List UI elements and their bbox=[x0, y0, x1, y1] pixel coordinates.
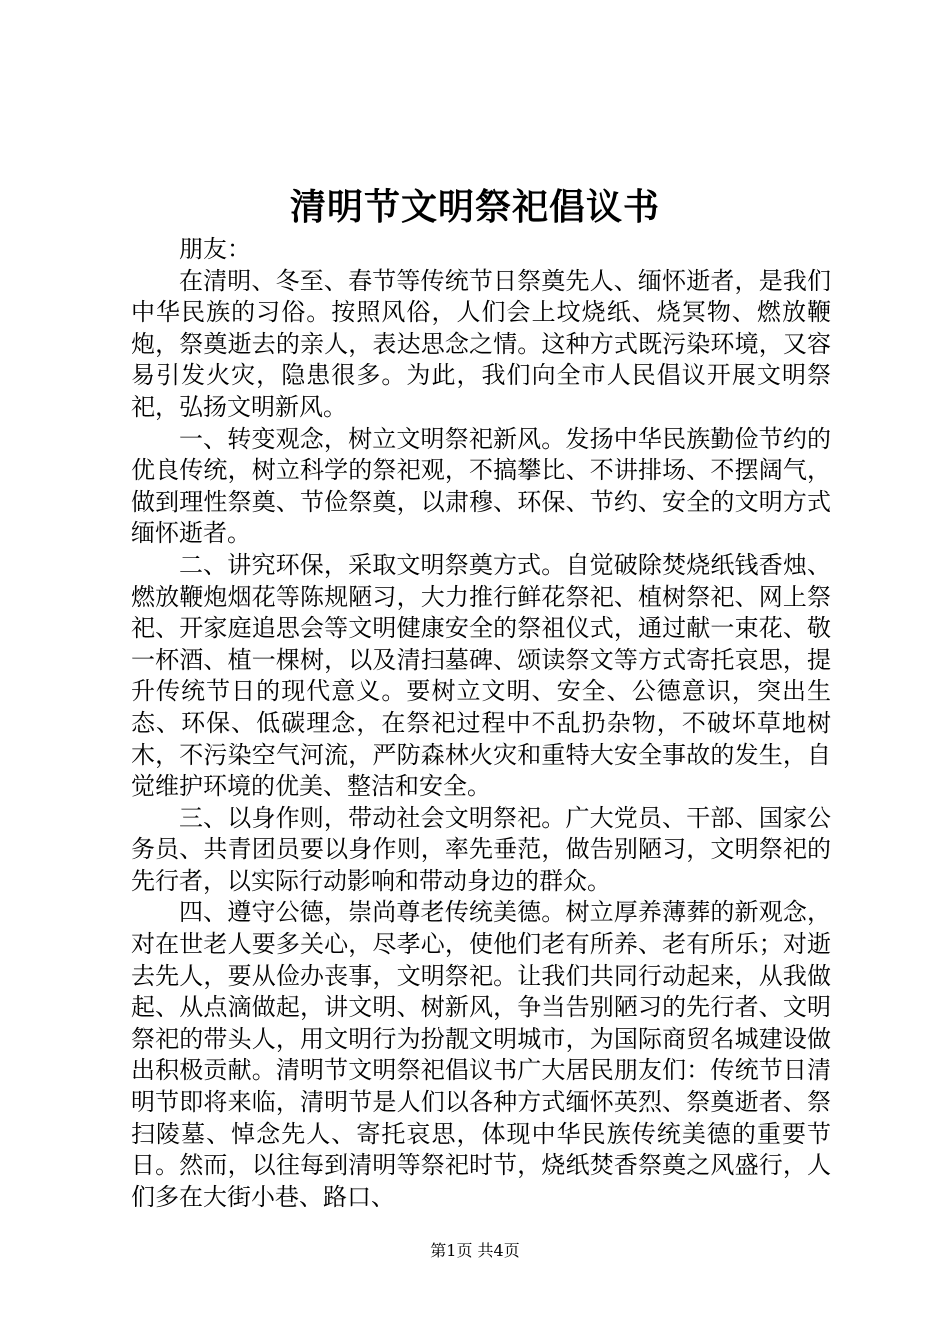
paragraph-point-1: 一、转变观念，树立文明祭祀新风。发扬中华民族勤俭节约的优良传统，树立科学的祭祀观，不搞攀比、不讲排场、不摆阔气，做到理性祭奠、节俭祭奠，以肃穆、环保、节约、安全的文明方式缅怀逝者。 bbox=[131, 424, 831, 548]
paragraph-point-2: 二、讲究环保，采取文明祭奠方式。自觉破除焚烧纸钱香烛、燃放鞭炮烟花等陈规陋习，大力推行鲜花祭祀、植树祭祀、网上祭祀、开家庭追思会等文明健康安全的祭祖仪式，通过献一束花、敬一杯酒、植一棵树，以及清扫墓碑、颂读祭文等方式寄托哀思，提升传统节日的现代意义。要树立文明、安全、公德意识，突出生态、环保、低碳理念，在祭祀过程中不乱扔杂物，不破坏草地树木，不污染空气河流，严防森林火灾和重特大安全事故的发生，自觉维护环境的优美、整洁和安全。 bbox=[131, 550, 831, 801]
salutation: 朋友： bbox=[179, 235, 251, 263]
paragraph-point-3: 三、以身作则，带动社会文明祭祀。广大党员、干部、国家公务员、共青团员要以身作则，率先垂范，做告别陋习，文明祭祀的先行者，以实际行动影响和带动身边的群众。 bbox=[131, 803, 831, 895]
paragraph-intro: 在清明、冬至、春节等传统节日祭奠先人、缅怀逝者，是我们中华民族的习俗。按照风俗，人们会上坟烧纸、烧冥物、燃放鞭炮，祭奠逝去的亲人，表达思念之情。这种方式既污染环境，又容易引发火灾，隐患很多。为此，我们向全市人民倡议开展文明祭祀，弘扬文明新风。 bbox=[131, 266, 831, 421]
paragraph-point-4: 四、遵守公德，崇尚尊老传统美德。树立厚养薄葬的新观念，对在世老人要多关心，尽孝心，使他们老有所养、老有所乐；对逝去先人，要从俭办丧事，文明祭祀。让我们共同行动起来，从我做起、从点滴做起，讲文明、树新风，争当告别陋习的先行者、文明祭祀的带头人，用文明行为扮靓文明城市，为国际商贸名城建设做出积极贡献。清明节文明祭祀倡议书广大居民朋友们：传统节日清明节即将来临，清明节是人们以各种方式缅怀英烈、祭奠逝者、祭扫陵墓、悼念先人、寄托哀思，体现中华民族传统美德的重要节日。然而，以往每到清明等祭祀时节，烧纸焚香祭奠之风盛行，人们多在大街小巷、路口、 bbox=[131, 898, 831, 1211]
page-number-footer: 第1页 共4页 bbox=[430, 1241, 520, 1260]
document-title: 清明节文明祭祀倡议书 bbox=[289, 186, 660, 228]
document-body bbox=[131, 234, 831, 1213]
